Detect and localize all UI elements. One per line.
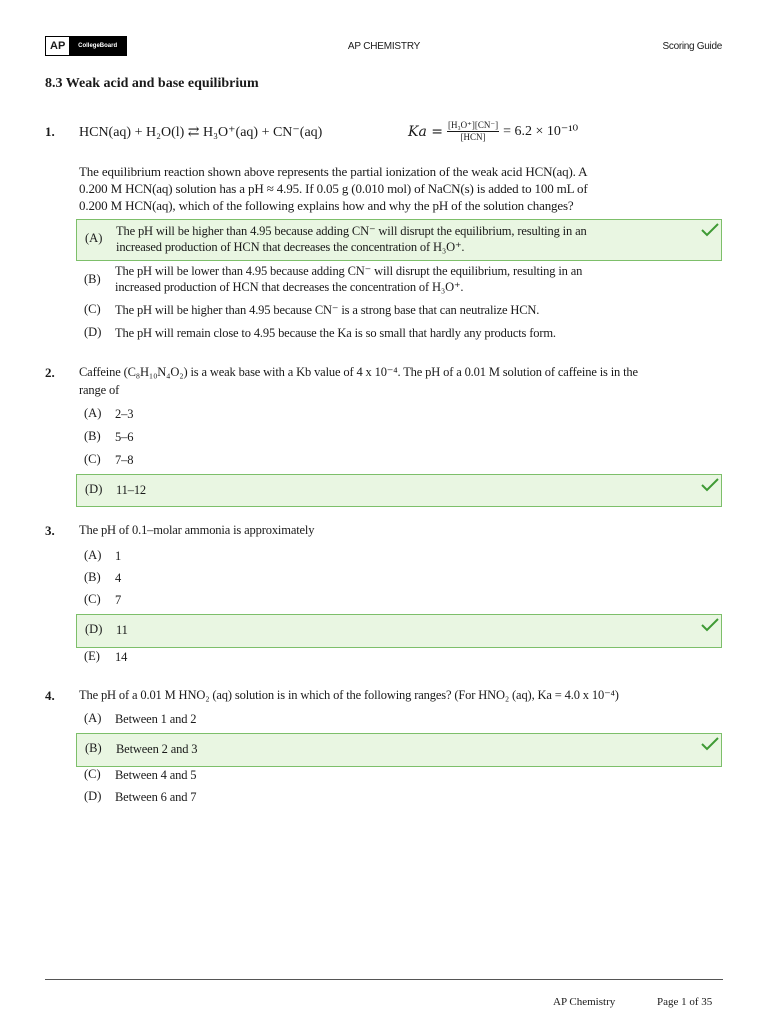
footer-divider [45, 979, 723, 980]
q1-stem-line1: The equilibrium reaction shown above represents the partial ionization of the weak acid HCN(aq). A [79, 164, 588, 179]
option-letter: (A) [84, 548, 102, 562]
option-text-line2: increased production of HCN that decreases the concentration of H₃O⁺. [115, 280, 464, 294]
q1-equation: HCN(aq) + H₂O(l) ⇄ H₃O⁺(aq) + CN⁻(aq) [79, 125, 323, 140]
q1-stem-line3: 0.200 M HCN(aq), which of the following explains how and why the pH of the solution changes? [79, 198, 574, 213]
q1-ka-numerator: [H₃O⁺][CN⁻] [448, 120, 499, 130]
q4-option-c[interactable] [76, 767, 722, 787]
option-letter: (D) [84, 789, 102, 803]
q2-option-c[interactable] [76, 452, 722, 472]
q3-number: 3. [45, 523, 55, 538]
option-text: 11–12 [116, 483, 147, 497]
logo-collegeboard-text: CollegeBoard [69, 37, 126, 55]
option-letter: (C) [84, 452, 101, 466]
option-letter: (C) [84, 767, 101, 781]
q2-option-b[interactable] [76, 429, 722, 449]
option-letter: (D) [84, 325, 102, 339]
q3-option-a[interactable] [76, 548, 722, 568]
q3-option-b[interactable] [76, 570, 722, 590]
option-text: 11 [116, 623, 128, 637]
option-text: 7–8 [115, 453, 134, 467]
q4-number: 4. [45, 688, 55, 703]
option-text: 14 [115, 650, 128, 664]
logo-ap-text: AP [50, 40, 66, 52]
option-letter: (C) [84, 592, 101, 606]
option-text-line2: increased production of HCN that decreases the concentration of H₃O⁺. [116, 240, 465, 254]
option-letter: (B) [84, 570, 101, 584]
q1-ka-denominator: [HCN] [460, 132, 486, 142]
q2-number: 2. [45, 365, 55, 380]
q4-option-d[interactable] [76, 789, 722, 809]
option-text-line1: The pH will be higher than 4.95 because adding CN⁻ will disrupt the equilibrium, resulting in an [116, 224, 587, 238]
footer-page-number: Page 1 of 35 [657, 996, 713, 1008]
q1-option-d[interactable] [76, 325, 722, 345]
check-icon [701, 737, 719, 751]
option-text: 2–3 [115, 407, 134, 421]
option-text: 5–6 [115, 430, 134, 444]
option-letter: (D) [85, 482, 103, 496]
option-text: Between 6 and 7 [115, 790, 197, 804]
q4-option-a[interactable] [76, 711, 722, 731]
q1-stem-line2: 0.200 M HCN(aq) solution has a pH ≈ 4.95. If 0.05 g (0.010 mol) of NaCN(s) is added to 100 mL of [79, 181, 588, 196]
option-letter: (B) [84, 429, 101, 443]
option-text: Between 2 and 3 [116, 742, 198, 756]
q2-option-d[interactable] [76, 474, 722, 507]
option-letter: (C) [84, 302, 101, 316]
q1-option-b[interactable] [76, 261, 722, 301]
q1-ka-fraction [447, 120, 499, 143]
option-letter: (B) [84, 272, 101, 286]
option-letter: (D) [85, 622, 103, 636]
q3-stem: The pH of 0.1–molar ammonia is approximately [79, 523, 315, 537]
q1-ka-label: Ka = [408, 123, 443, 140]
header-subject: AP CHEMISTRY [347, 41, 421, 52]
option-text-line1: The pH will be lower than 4.95 because adding CN⁻ will disrupt the equilibrium, resulting in an [115, 264, 583, 278]
q3-option-c[interactable] [76, 592, 722, 612]
option-text: 4 [115, 571, 122, 585]
option-letter: (A) [85, 231, 103, 245]
option-letter: (A) [84, 711, 102, 725]
q4-option-b[interactable] [76, 733, 722, 767]
check-icon [701, 618, 719, 632]
option-text: Between 4 and 5 [115, 768, 197, 782]
option-text: The pH will be higher than 4.95 because CN⁻ is a strong base that can neutralize HCN. [115, 303, 540, 317]
check-icon [701, 223, 719, 237]
section-title: 8.3 Weak acid and base equilibrium [45, 76, 259, 91]
option-text: 1 [115, 549, 122, 563]
option-text: The pH will remain close to 4.95 because the Ka is so small that hardly any products form. [115, 326, 556, 340]
footer-course: AP Chemistry [553, 996, 616, 1008]
q1-ka-expression [408, 120, 578, 143]
q1-ka-value: = 6.2 × 10⁻¹⁰ [503, 124, 579, 139]
check-icon [701, 478, 719, 492]
option-letter: (A) [84, 406, 102, 420]
option-letter: (E) [84, 649, 100, 663]
header-doc-type: Scoring Guide [662, 41, 722, 52]
q2-stem-line1: Caffeine (C₈H₁₀N₄O₂) is a weak base with a Kb value of 4 x 10⁻⁴. The pH of a 0.01 M solution of caffeine is in the [79, 365, 638, 379]
q2-stem-line2: range of [79, 383, 120, 397]
q1-option-c[interactable] [76, 302, 722, 322]
q3-option-e[interactable] [76, 649, 722, 669]
q4-stem: The pH of a 0.01 M HNO₂ (aq) solution is in which of the following ranges? (For HNO₂ (aq), Ka = 4.0 x 10⁻⁴) [79, 688, 619, 702]
option-text: Between 1 and 2 [115, 712, 197, 726]
option-letter: (B) [85, 741, 102, 755]
q3-option-d[interactable] [76, 614, 722, 648]
q1-option-a[interactable] [76, 219, 722, 261]
option-text: 7 [115, 593, 122, 607]
q1-number: 1. [45, 124, 55, 139]
q2-option-a[interactable] [76, 406, 722, 426]
